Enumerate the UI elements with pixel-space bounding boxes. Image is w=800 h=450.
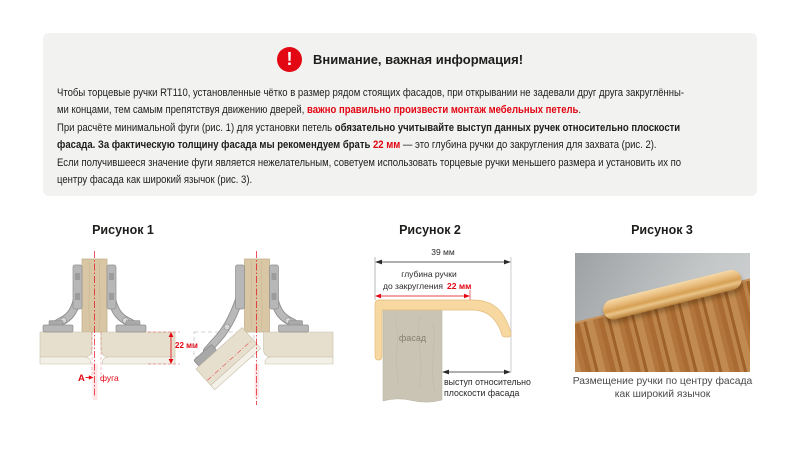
figure3-rotated-group (575, 264, 750, 372)
fig2-depth-label-2: до закругления (383, 281, 443, 291)
text-segment: . (578, 104, 582, 117)
facade-right-edge (265, 357, 333, 364)
fig1-a-label: A (78, 373, 85, 384)
fig1-closed-assembly (40, 251, 198, 400)
facade-right (264, 332, 334, 357)
notice-line-3 (57, 120, 754, 137)
warning-exclamation-icon: ! (277, 47, 302, 72)
fig2-protrusion-label-2: плоскости фасада (444, 388, 520, 398)
warning-header (43, 46, 757, 73)
facade-left-edge (40, 357, 91, 364)
dim-arrow (504, 260, 511, 265)
facade-right-edge (103, 357, 176, 364)
warning-title: Внимание, важная информация! (312, 52, 524, 67)
text-segment: Чтобы торцевые ручки RT110, установленные чётко в размер рядом стоящих фасадов, при открывании не задевали друг друга закруглённы- (57, 87, 685, 99)
figure3-caption (560, 376, 765, 401)
notice-line-4 (57, 137, 754, 154)
caption-line-1: Размещение ручки по центру фасада (572, 376, 753, 387)
hinge-right-icon (107, 265, 146, 332)
dim-arrow (442, 370, 449, 375)
text-segment: — это глубина ручки до закругления для захвата (рис. 2). (400, 139, 657, 152)
fig1-gap-label: фуга (100, 373, 119, 383)
highlight-red-text: 22 мм (372, 139, 401, 152)
text-segment: При расчёте минимальной фуги (рис. 1) для установки петель (57, 121, 335, 134)
dim-arrow-red (464, 294, 470, 298)
hinge-left-icon (43, 265, 82, 332)
notice-body (57, 85, 754, 189)
dim-arrow-red (375, 294, 381, 298)
fig2-depth-value: 22 мм (447, 281, 472, 291)
text-segment: центру фасада как широкий язычок (рис. 3). (57, 174, 253, 187)
hinge-right-icon (270, 265, 309, 332)
figure1-diagram (30, 245, 335, 415)
figure3-title: Рисунок 3 (631, 223, 693, 237)
highlight-red-text: важно правильно произвести монтаж мебельных петель (307, 104, 579, 117)
facade-right (101, 332, 175, 357)
gap-band (255, 364, 260, 398)
figure2-diagram (365, 243, 540, 405)
facade-left (40, 332, 92, 357)
notice-line-1 (57, 85, 754, 102)
notice-line-5 (57, 155, 754, 172)
caption-line-2: как широкий язычок (614, 388, 711, 400)
fig1-dim-label: 22 мм (175, 341, 198, 350)
fig2-depth-label-1: глубина ручки (401, 269, 457, 279)
cabinet-panel (245, 259, 270, 332)
bold-text: фасада. За фактическую толщину фасада мы рекомендуем брать (57, 139, 373, 152)
notice-line-6 (57, 172, 754, 189)
text-segment: Если получившееся значение фуги является нежелательным, советуем использовать торцевые ручки меньшего размера и установить их по (57, 156, 682, 169)
bold-text: обязательно учитывайте выступ данных ручек относительно плоскости (334, 121, 681, 134)
figure3-photo (575, 253, 750, 372)
hinge-joint (224, 324, 230, 330)
figure2-title: Рисунок 2 (399, 223, 461, 237)
text-segment: ми концами, тем самым препятствуя движению дверей, (57, 104, 308, 117)
dim-arrow (375, 260, 382, 265)
figure1-title: Рисунок 1 (92, 223, 154, 237)
fig2-protrusion-label-1: выступ относительно (444, 377, 531, 387)
fig2-width-label: 39 мм (431, 247, 455, 257)
hinge-plate (236, 265, 245, 309)
fig1-open-assembly (191, 251, 333, 405)
notice-line-2 (57, 102, 754, 119)
fig2-facade-label: фасад (398, 333, 427, 343)
dim-arrow (504, 370, 511, 375)
gap-band (93, 364, 98, 400)
